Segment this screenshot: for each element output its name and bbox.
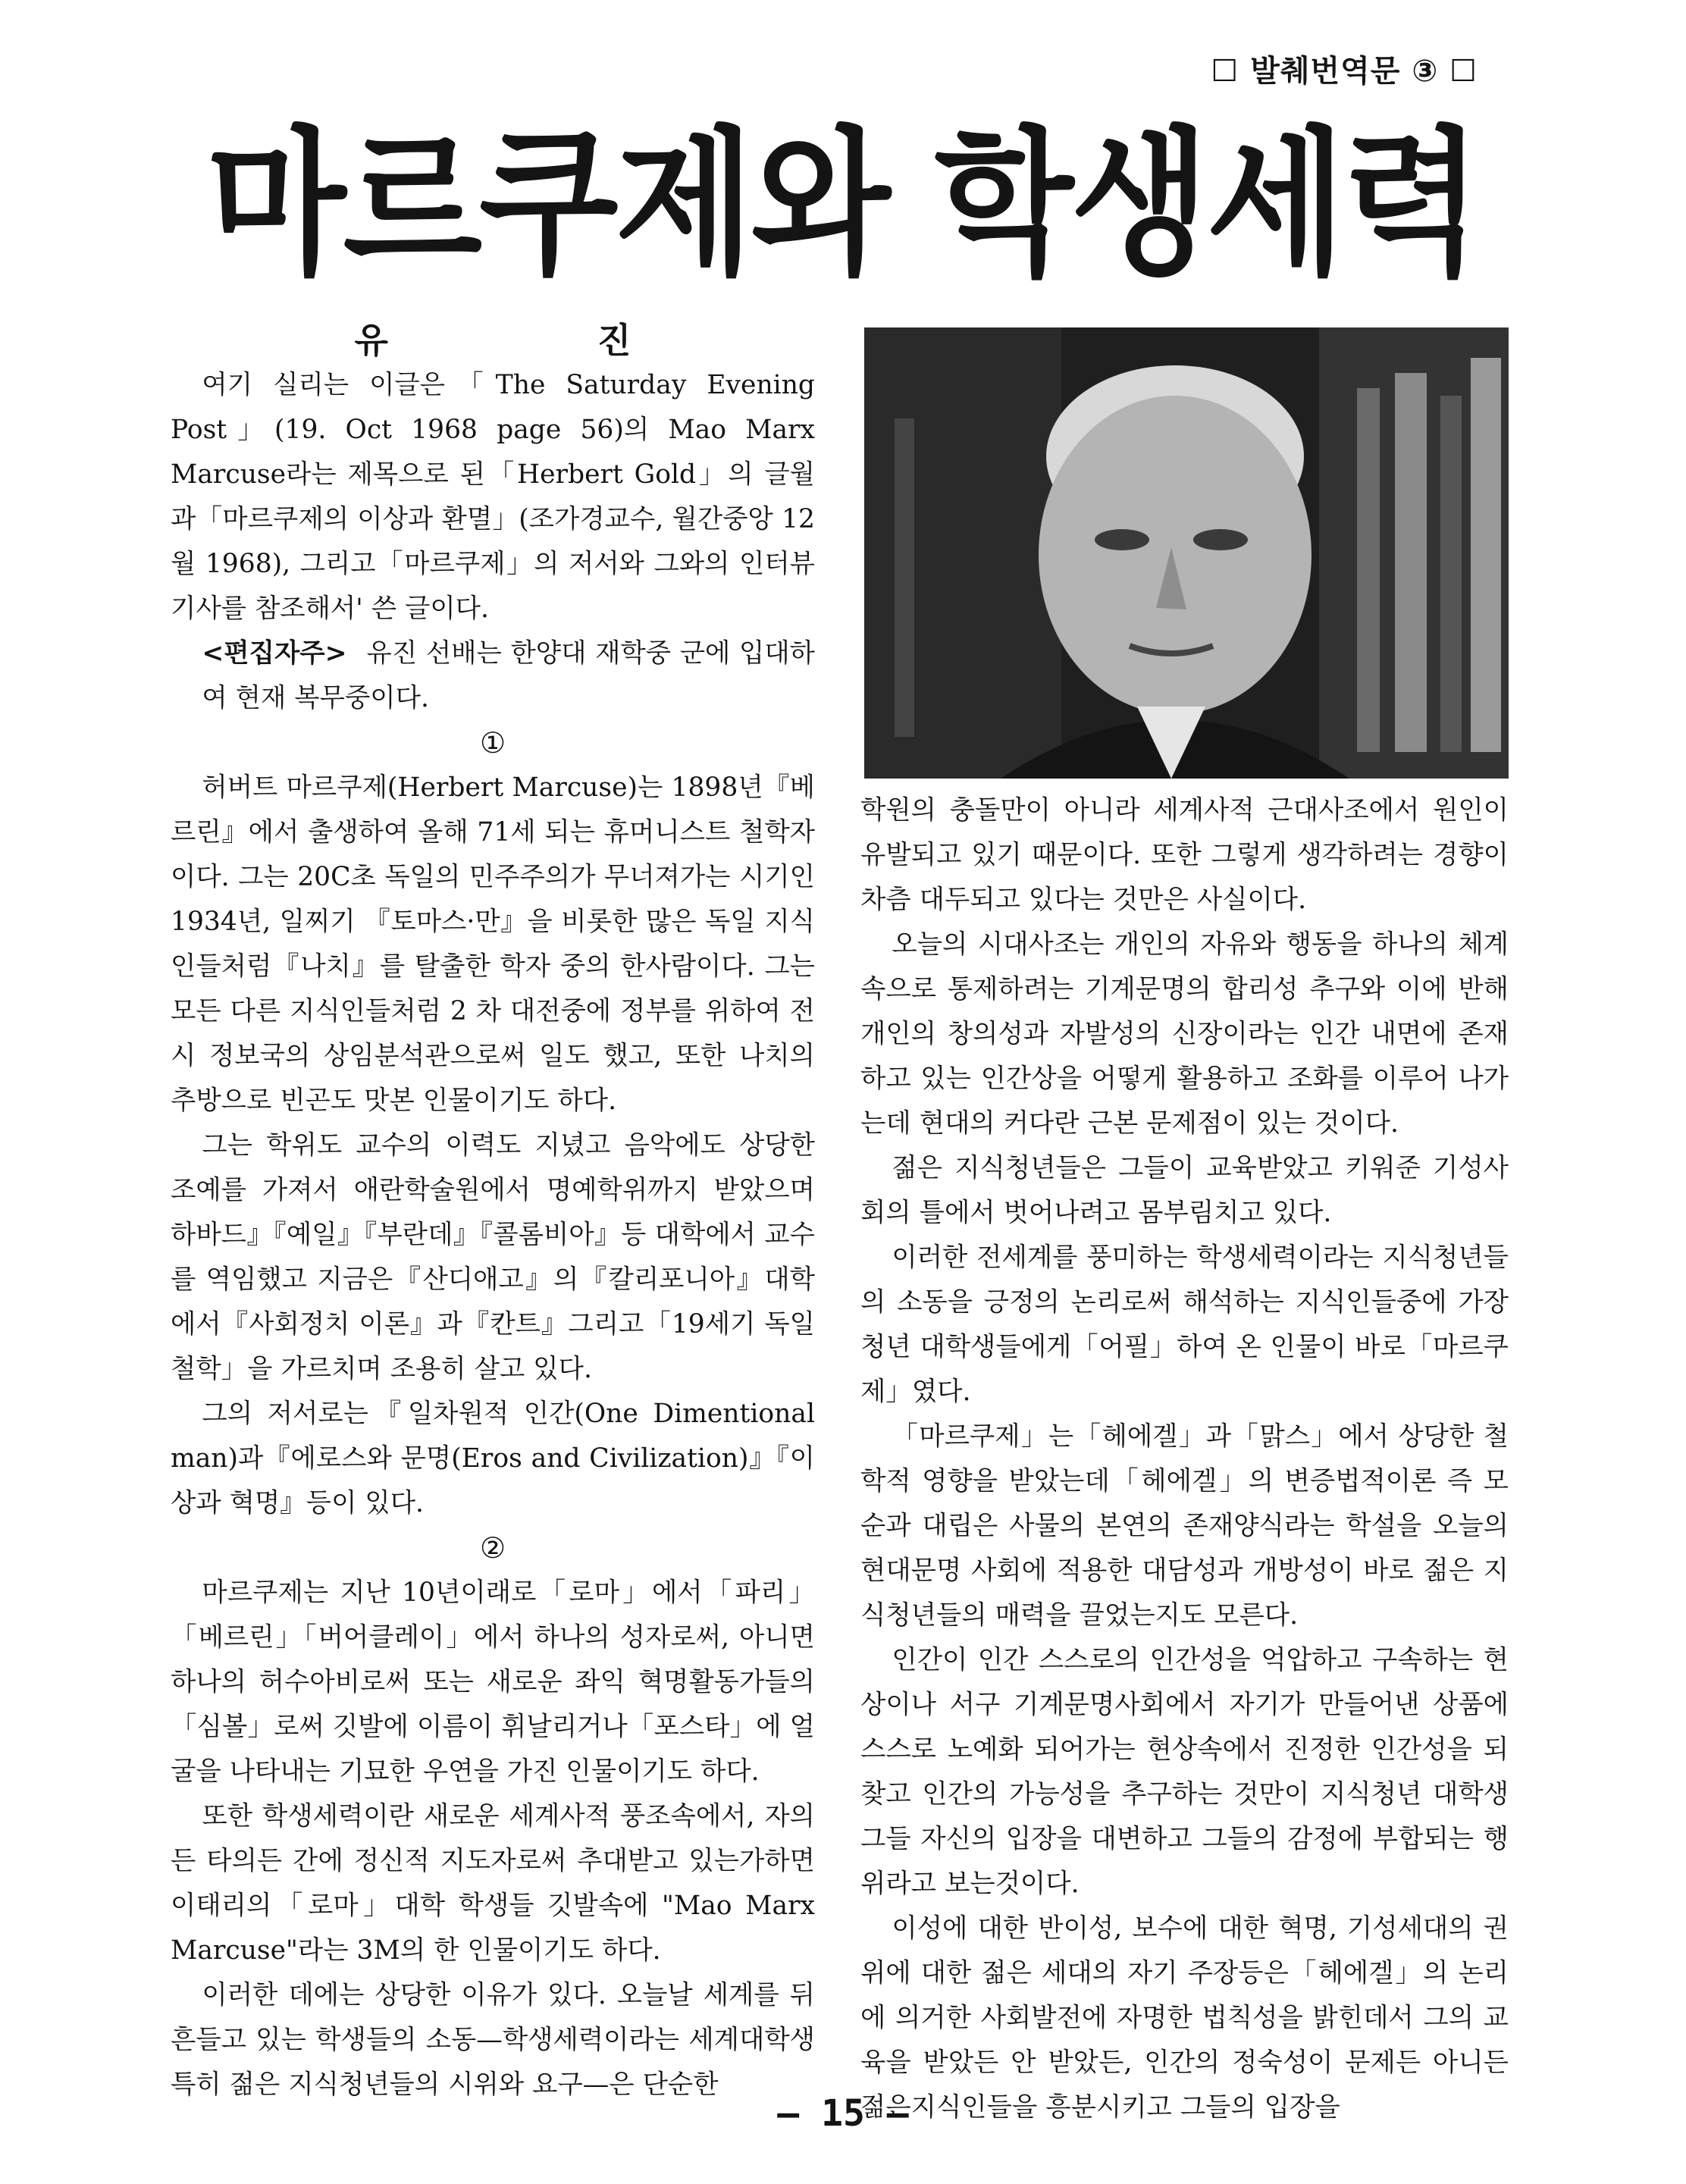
editor-note <box>171 631 815 721</box>
editor-note-label: <편집자주> <box>202 638 347 669</box>
body-paragraph: 그의 저서로는『일차원적 인간(One Dimentional man)과『에로스와 문명(Eros and Civilization)』『이상과 혁명』등이 있다. <box>171 1399 815 1518</box>
body-paragraph: 허버트 마르쿠제(Herbert Marcuse)는 1898년『베르린』에서 출생하여 올해 71세 되는 휴머니스트 철학자이다. 그는 20C초 독일의 민주주의가 무너져가는 시기인 1934년, 일찌기 『토마스·만』을 비롯한 많은 독일 지식인들처럼『나치』를 탈출한 학자 중의 한사람이다. 그는 모든 다른 지식인들처럼 2 차 대전중에 정부를 위하여 전시 정보국의 상임분석관으로써 일도 했고, 또한 나치의 추방으로 빈곤도 맛본 인물이기도 하다. <box>171 772 815 1116</box>
body-paragraph: 또한 학생세력이란 새로운 세계사적 풍조속에서, 자의든 타의든 간에 정신적 지도자로써 추대받고 있는가하면 이태리의「로마」대학 학생들 깃발속에 "Mao Marx Marcuse"라는 3M의 한 인물이기도 하다. <box>171 1801 815 1966</box>
right-column <box>860 788 1509 2130</box>
series-label: ☐ 발췌번역문 ③ ☐ <box>1211 54 1478 89</box>
editor-note-text: 유진 선배는 한양대 재학중 군에 입대하여 현재 복무중이다. <box>202 638 815 713</box>
section-number: ② <box>479 1531 506 1565</box>
body-paragraph: 젊은 지식청년들은 그들이 교육받았고 키워준 기성사회의 틀에서 벗어나려고 몸부림치고 있다. <box>860 1153 1509 1228</box>
body-paragraph: 오늘의 시대사조는 개인의 자유와 행동을 하나의 체계속으로 통제하려는 기계문명의 합리성 추구와 이에 반해 개인의 창의성과 자발성의 신장이라는 인간 내면에 존재하고 있는 인간상을 어떻게 활용하고 조화를 이루어 나가는데 현대의 커다란 근본 문제점이 있는 것이다. <box>860 929 1509 1139</box>
author-byline: 유 진 <box>354 320 631 361</box>
body-paragraph: 인간이 인간 스스로의 인간성을 억압하고 구속하는 현상이나 서구 기계문명사회에서 자기가 만들어낸 상품에 스스로 노예화 되어가는 현상속에서 진정한 인간성을 되찾고 인간의 가능성을 추구하는 것만이 지식청년 대학생 그들 자신의 입장을 대변하고 그들의 감정에 부합되는 행위라고 보는것이다. <box>860 1645 1509 1899</box>
body-paragraph: 마르쿠제는 지난 10년이래로「로마」에서「파리」「베르린」「버어클레이」에서 하나의 성자로써, 아니면 하나의 허수아비로써 또는 새로운 좌익 혁명활동가들의「심볼」로써 깃발에 이름이 휘날리거나「포스타」에 얼굴을 나타내는 기묘한 우연을 가진 인물이기도 하다. <box>171 1578 815 1787</box>
body-paragraph: 이러한 데에는 상당한 이유가 있다. 오늘날 세계를 뒤흔들고 있는 학생들의 소동—학생세력이라는 세계대학생 특히 젊은 지식청년들의 시위와 요구—은 단순한 <box>171 1980 815 2100</box>
page-number: — 15 — <box>777 2092 909 2135</box>
portrait-photo <box>864 327 1509 779</box>
section-number: ① <box>479 726 506 760</box>
body-paragraph: 그는 학위도 교수의 이력도 지녔고 음악에도 상당한 조예를 가져서 애란학술원에서 명예학위까지 받았으며 하바드』『예일』『부란데』『콜롬비아』등 대학에서 교수를 역임했고 지금은『산디애고』의『칼리포니아』대학에서『사회정치 이론』과『칸트』그리고「19세기 독일 철학」을 가르치며 조용히 살고 있다. <box>171 1130 815 1384</box>
body-paragraph: 이러한 전세계를 풍미하는 학생세력이라는 지식청년들의 소동을 긍정의 논리로써 해석하는 지식인들중에 가장 청년 대학생들에게「어필」하여 온 인물이 바로「마르쿠제」였다. <box>860 1242 1509 1407</box>
portrait-image <box>864 327 1509 779</box>
body-paragraph: 「마르쿠제」는「헤에겔」과「맑스」에서 상당한 철학적 영향을 받았는데「헤에겔」의 변증법적이론 즉 모순과 대립은 사물의 본연의 존재양식라는 학설을 오늘의 현대문명 사회에 적용한 대담성과 개방성이 바로 젊은 지식청년들의 매력을 끌었는지도 모른다. <box>860 1421 1509 1631</box>
left-column <box>171 318 815 2107</box>
body-paragraph: 학원의 충돌만이 아니라 세계사적 근대사조에서 원인이 유발되고 있기 때문이다. 또한 그렇게 생각하려는 경향이 차츰 대두되고 있다는 것만은 사실이다. <box>860 795 1509 915</box>
intro-paragraph: 여기 실리는 이글은「The Saturday Evening Post」(19. Oct 1968 page 56)의 Mao Marx Marcuse라는 제목으로 된「Herbert Gold」의 글월과「마르쿠제의 이상과 환멸」(조가경교수, 월간중앙 12월 1968), 그리고「마르쿠제」의 저서와 그와의 인터뷰 기사를 참조해서' 쓴 글이다. <box>171 370 815 624</box>
body-paragraph: 이성에 대한 반이성, 보수에 대한 혁명, 기성세대의 권위에 대한 젊은 세대의 자기 주장등은「헤에겔」의 논리에 의거한 사회발전에 자명한 법칙성을 밝힌데서 그의 교육을 받았든 안 받았든, 인간의 정숙성이 문제든 아니든 젊은지식인들을 흥분시키고 그들의 입장을 <box>860 1913 1509 2123</box>
article-title: 마르쿠제와 학생세력 <box>206 111 1479 296</box>
